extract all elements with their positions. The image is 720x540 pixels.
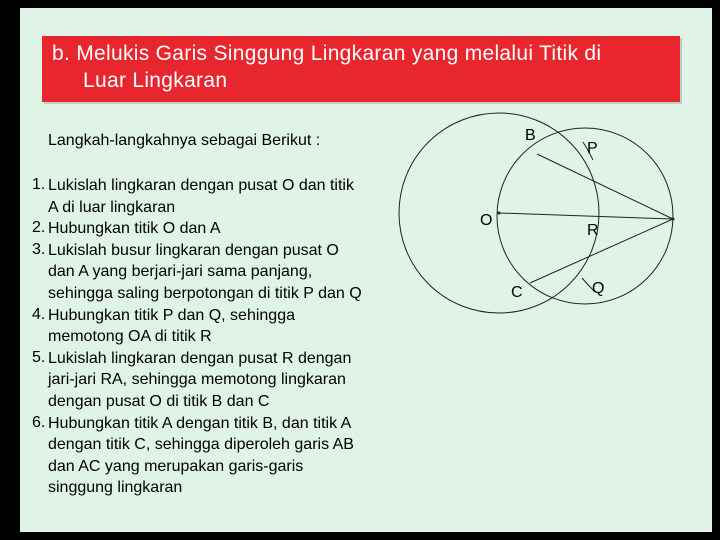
tangent-ab xyxy=(537,154,673,219)
step-number: 1. xyxy=(32,176,46,193)
point-a-dot xyxy=(672,218,675,221)
step-text-line: Lukislah lingkaran dengan pusat R dengan xyxy=(48,349,352,367)
step-number: 5. xyxy=(32,348,46,366)
title-line-1: b. Melukis Garis Singgung Lingkaran yang melalui Titik di xyxy=(52,42,602,65)
step-text-line: dengan pusat O di titik B dan C xyxy=(48,393,270,410)
point-o-dot xyxy=(498,212,501,215)
step-text-line: Lukislah lingkaran dengan pusat O dan titik xyxy=(48,177,354,194)
step-number: 4. xyxy=(32,305,46,323)
intro-text: Langkah-langkahnya sebagai Berikut : xyxy=(48,132,321,149)
step-text-line: singgung lingkaran xyxy=(48,479,183,497)
step-text-line: memotong OA di titik R xyxy=(48,328,212,346)
step-number: 6. xyxy=(32,413,46,431)
step-text-line: dan AC yang merupakan garis-garis xyxy=(48,457,304,475)
title-line-2: Luar Lingkaran xyxy=(83,69,228,92)
step-number: 2. xyxy=(32,219,46,237)
step-text-line: Hubungkan titik P dan Q, sehingga xyxy=(48,306,295,324)
label-o: O xyxy=(480,212,493,229)
step-text-line: jari-jari RA, sehingga memotong lingkaran xyxy=(48,371,346,389)
label-b: B xyxy=(525,127,536,144)
step-text-line: A di luar lingkaran xyxy=(48,198,176,216)
label-r: R xyxy=(587,222,599,239)
step-text-line: dan A yang berjari-jari sama panjang, xyxy=(48,263,313,281)
label-q: Q xyxy=(592,280,605,297)
step-text-line: dengan titik C, sehingga diperoleh garis AB xyxy=(48,436,354,454)
step-number: 3. xyxy=(32,240,46,258)
step-text-line: Hubungkan titik O dan A xyxy=(48,220,221,238)
step-text-line: Hubungkan titik A dengan titik B, dan titik A xyxy=(48,414,352,432)
label-p: P xyxy=(587,140,598,157)
step-text-line: sehingga saling berpotongan di titik P dan Q xyxy=(48,285,362,302)
step-text-line: Lukislah busur lingkaran dengan pusat O xyxy=(48,241,339,259)
label-c: C xyxy=(511,284,523,301)
line-oa xyxy=(499,213,673,219)
